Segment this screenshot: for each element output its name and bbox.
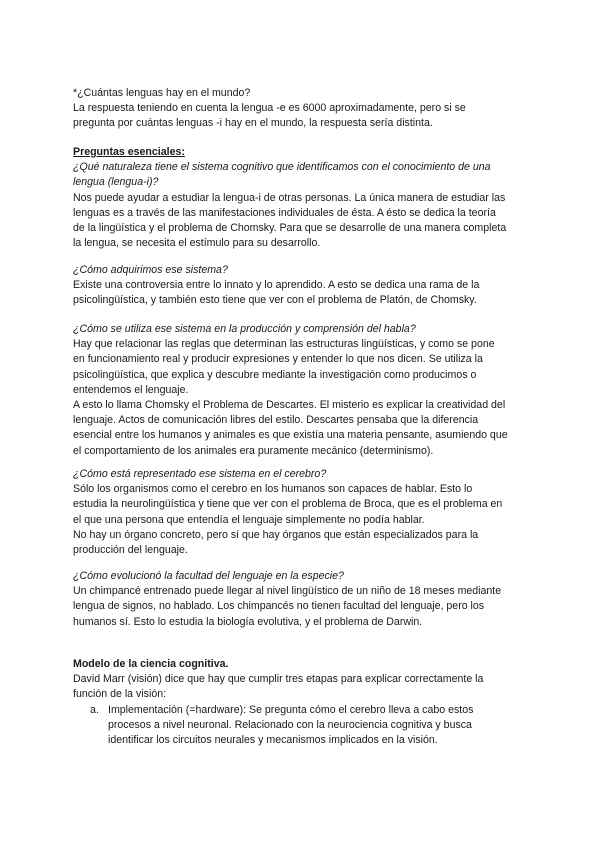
answer-text: lenguaje. Actos de comunicación libres del estilo. Descartes pensaba que la diferencia [73,414,479,427]
question-block-2 [73,263,533,309]
model-section [73,657,533,703]
answer-text: humanos sí. Esto lo estudia la biología evolutiva, y el problema de Darwin. [73,615,423,628]
answer-text: lengua de signos, no hablado. Los chimpancés no tienen facultad del lenguaje, pero los [73,600,485,613]
intro-answer-line: La respuesta teniendo en cuenta la lengua -e es 6000 aproximadamente, pero si se [73,102,466,115]
answer-text: Un chimpancé entrenado puede llegar al nivel lingüístico de un niño de 18 meses mediante [73,585,502,598]
model-intro-line: David Marr (visión) dice que hay que cumplir tres etapas para explicar correctamente la [73,673,484,686]
question-text: ¿Cómo evolucionó la facultad del lenguaje en la especie? [73,570,344,582]
question-text: ¿Cómo está representado ese sistema en el cerebro? [73,468,327,480]
answer-text: en funcionamiento real y producir expresiones y entender lo que nos dicen. Se utiliza la [73,353,483,366]
answer-text: No hay un órgano concreto, pero sí que hay órganos que están especializados para la [73,528,479,541]
answer-text: Nos puede ayudar a estudiar la lengua-i de otras personas. La única manera de estudiar las [73,191,506,204]
answer-text: la lengua, se necesita el estímulo para su desarrollo. [73,237,321,250]
question-block-4 [73,467,533,558]
answer-text: estudia la neurolingüística y tiene que ver con el problema de Broca, que es el problema en [73,498,503,511]
model-intro-line: función de la visión: [73,688,167,701]
answer-text: de la lingüística y el problema de Chomsky. Para que se desarrolle de una manera completa [73,222,507,235]
intro-answer-line: pregunta por cuántas lenguas -i hay en el mundo, la respuesta sería distinta. [73,117,433,130]
answer-text: Hay que relacionar las reglas que determinan las estructuras lingüísticas, y como se pone [73,338,495,351]
answer-text: esencial entre los humanos y animales es que existía una materia pensante, asumiendo que [73,429,508,442]
list-marker: a. [90,704,99,716]
question-block-5 [73,569,533,630]
question-block-3 [73,322,533,459]
intro-question: *¿Cuántas lenguas hay en el mundo? [73,87,251,99]
question-text: ¿Cómo se utiliza ese sistema en la producción y comprensión del habla? [73,323,416,335]
section-heading-model: Modelo de la ciencia cognitiva. [73,658,229,670]
answer-text: producción del lenguaje. [73,544,188,557]
answer-text: Sólo los organismos como el cerebro en los humanos son capaces de hablar. Esto lo [73,483,473,496]
answer-text: psicolingüística, y también esto tiene que ver con el problema de Platón, de Chomsky. [73,294,477,307]
answer-text: Existe una controversia entre lo innato y lo aprendido. A esto se dedica una rama de la [73,279,480,292]
list-item-line: Implementación (=hardware): Se pregunta cómo el cerebro lleva a cabo estos [108,704,474,716]
answer-text: entendemos el lenguaje. [73,383,189,396]
answer-text: lenguas es a través de las manifestaciones individuales de ésta. A ésto se dedica la teoría [73,206,496,219]
answer-text: el comportamiento de los animales era puramente mecánico (determinismo). [73,444,434,457]
section-heading-essential: Preguntas esenciales: [73,146,185,158]
answer-text: psicolingüística, que explica y descubre mediante la investigación como producimos o [73,368,477,381]
list-item-line: identificar los circuitos neurales y mecanismos implicados en la visión. [108,734,438,747]
list-item-line: procesos a nivel neuronal. Relacionado con la neurociencia cognitiva y busca [108,719,472,732]
question-text: ¿Cómo adquirimos ese sistema? [73,264,228,276]
list-item-text [108,703,528,749]
answer-text: A esto lo llama Chomsky el Problema de Descartes. El misterio es explicar la creatividad del [73,399,506,412]
question-text: lengua (lengua-i)? [73,176,159,189]
question-text: ¿Qué naturaleza tiene el sistema cognitivo que identificamos con el conocimiento de una [73,161,491,174]
answer-text: el que una persona que entendía el lenguaje simplemente no podía hablar. [73,513,425,526]
essential-questions-section [73,145,533,251]
intro-section [73,86,533,132]
